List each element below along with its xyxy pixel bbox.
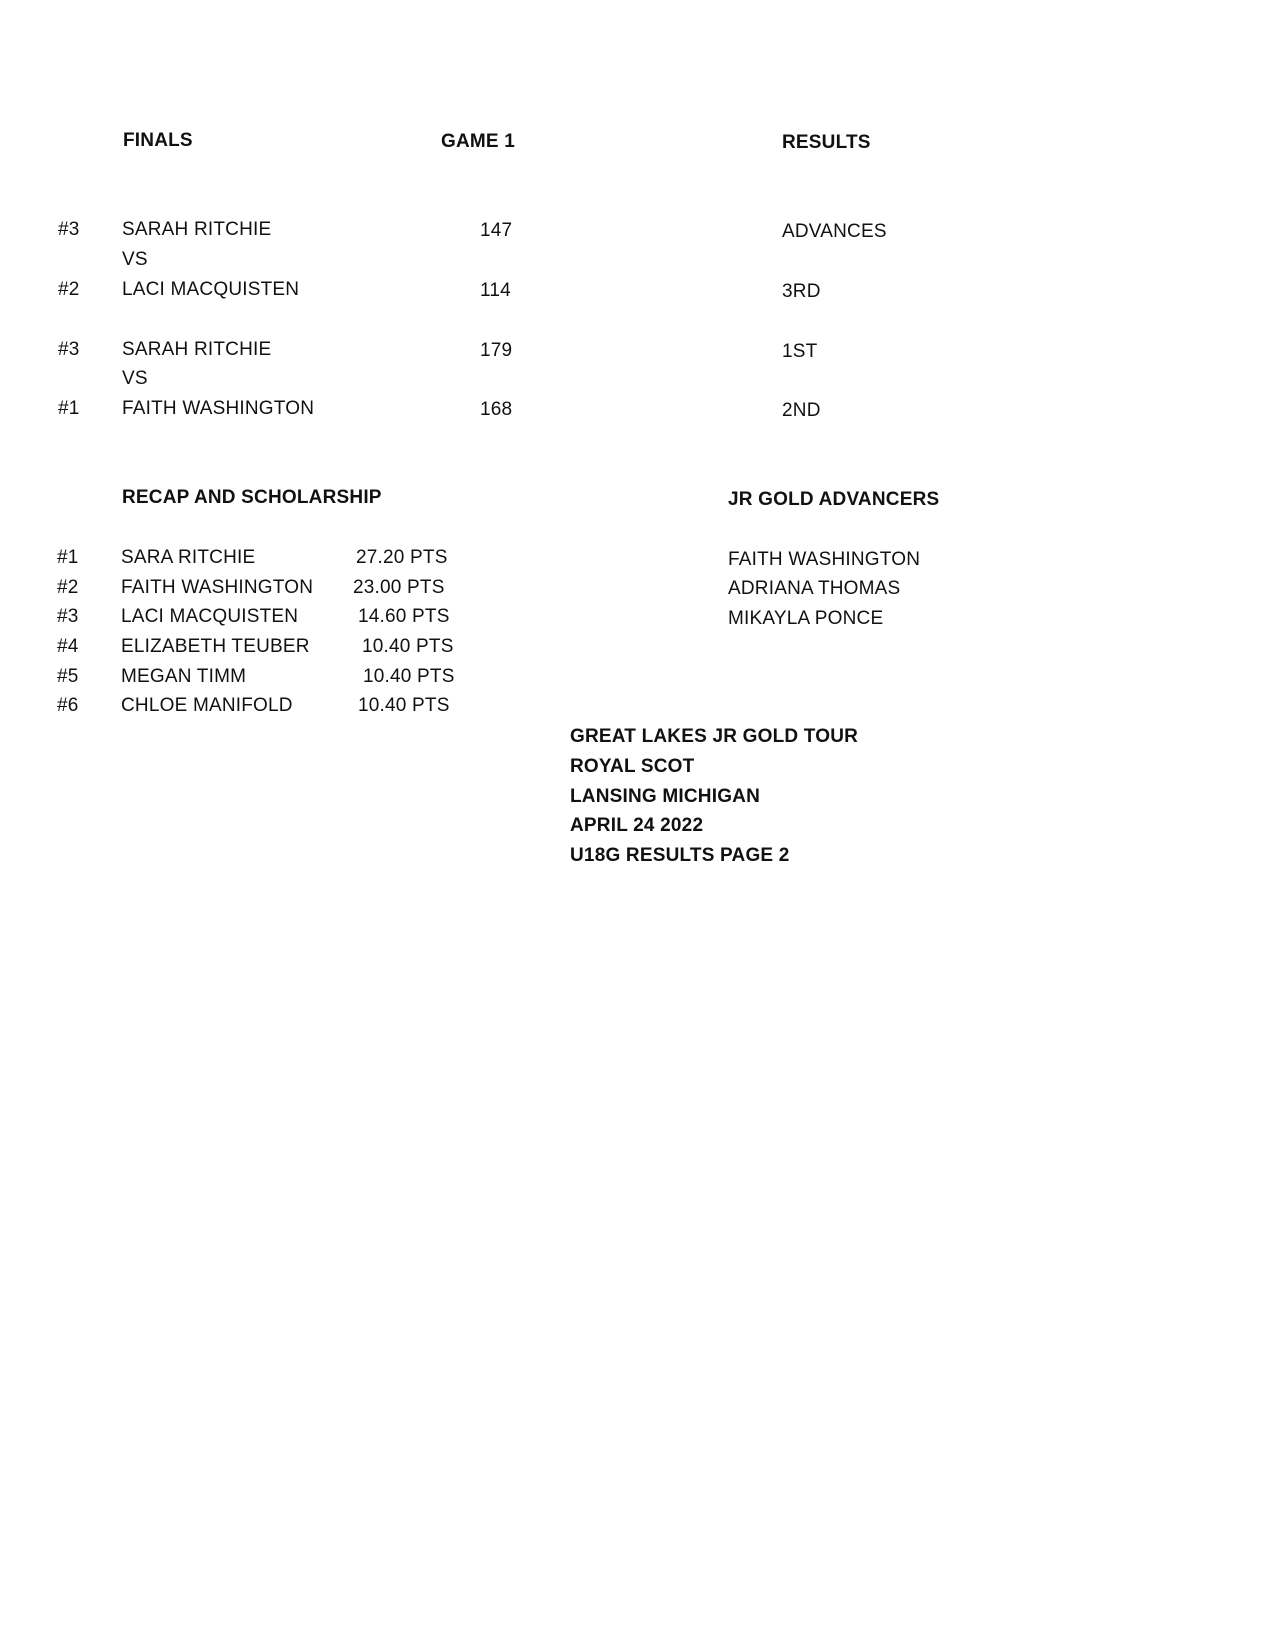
finals-heading: FINALS — [123, 130, 193, 151]
event-venue: ROYAL SCOT — [570, 756, 695, 777]
advancer-name: FAITH WASHINGTON — [728, 549, 921, 570]
recap-rank: #2 — [57, 577, 79, 598]
match-2-top-seed: #3 — [58, 339, 80, 360]
match-2-bottom-score: 168 — [480, 399, 513, 420]
results-heading: RESULTS — [782, 132, 871, 153]
match-1-bottom-seed: #2 — [58, 279, 80, 300]
recap-name: CHLOE MANIFOLD — [121, 695, 293, 716]
advancers-heading: JR GOLD ADVANCERS — [728, 489, 940, 510]
recap-name: FAITH WASHINGTON — [121, 577, 314, 598]
game-1-heading: GAME 1 — [441, 131, 516, 152]
recap-name: LACI MACQUISTEN — [121, 606, 299, 627]
match-1-bottom-name: LACI MACQUISTEN — [122, 279, 300, 300]
advancer-name: ADRIANA THOMAS — [728, 578, 901, 599]
event-tour-name: GREAT LAKES JR GOLD TOUR — [570, 726, 859, 747]
event-page-label: U18G RESULTS PAGE 2 — [570, 845, 790, 866]
recap-points: 10.40 PTS — [358, 695, 450, 716]
match-1-top-result: ADVANCES — [782, 221, 887, 242]
match-1-bottom-score: 114 — [480, 280, 511, 301]
match-1-top-name: SARAH RITCHIE — [122, 219, 272, 240]
recap-name: MEGAN TIMM — [121, 666, 247, 687]
recap-heading: RECAP AND SCHOLARSHIP — [122, 487, 382, 508]
match-1-top-score: 147 — [480, 220, 513, 241]
recap-points: 27.20 PTS — [356, 547, 448, 568]
match-1-bottom-result: 3RD — [782, 281, 821, 302]
match-2-bottom-name: FAITH WASHINGTON — [122, 398, 315, 419]
recap-points: 14.60 PTS — [358, 606, 450, 627]
match-2-top-result: 1ST — [782, 341, 818, 362]
recap-points: 10.40 PTS — [363, 666, 455, 687]
recap-rank: #1 — [57, 547, 79, 568]
match-1-vs: VS — [122, 249, 148, 270]
match-1-top-seed: #3 — [58, 219, 80, 240]
advancer-name: MIKAYLA PONCE — [728, 608, 884, 629]
recap-name: SARA RITCHIE — [121, 547, 256, 568]
match-2-vs: VS — [122, 368, 148, 389]
recap-rank: #4 — [57, 636, 79, 657]
match-2-bottom-result: 2ND — [782, 400, 821, 421]
recap-rank: #6 — [57, 695, 79, 716]
recap-rank: #5 — [57, 666, 79, 687]
match-2-top-name: SARAH RITCHIE — [122, 339, 272, 360]
event-location: LANSING MICHIGAN — [570, 786, 761, 807]
recap-points: 23.00 PTS — [353, 577, 445, 598]
event-date: APRIL 24 2022 — [570, 815, 704, 836]
recap-name: ELIZABETH TEUBER — [121, 636, 310, 657]
match-2-top-score: 179 — [480, 340, 513, 361]
recap-points: 10.40 PTS — [362, 636, 454, 657]
recap-rank: #3 — [57, 606, 79, 627]
match-2-bottom-seed: #1 — [58, 398, 80, 419]
